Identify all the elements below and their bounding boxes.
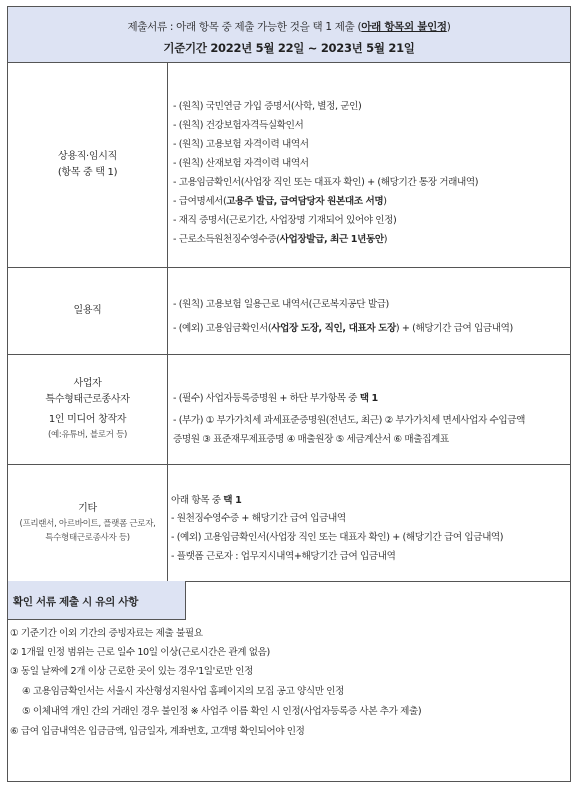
document-frame	[7, 6, 571, 782]
notice-item: ③ 동일 날짜에 2개 이상 근로한 곳이 있는 경우'1일'로만 인정	[10, 666, 254, 677]
category-label: 상용직·임시직	[57, 150, 118, 162]
list-item: - (예외) 고용임금확인서(사업장 직인 또는 대표자 확인) + (해당기간 급여 입금내역)	[171, 532, 504, 543]
list-item: - 원천징수영수증 + 해당기간 급여 입금내역	[171, 513, 346, 524]
notice-title: 확인 서류 제출 시 유의 사항	[8, 581, 186, 620]
category-cell	[8, 267, 168, 354]
category-label: 특수형태근로종사자	[45, 394, 130, 405]
category-label: 일용직	[73, 304, 102, 316]
section-other	[8, 464, 570, 582]
reference-period: 기준기간 2022년 5월 22일 ~ 2023년 5월 21일	[163, 41, 415, 55]
list-item: - (부가) ① 부가가치세 과세표준증명원(전년도, 최근) ② 부가가치세 면세사업자 수입금액	[173, 415, 525, 426]
instruction-emphasis: 아래 항목외 불인정	[361, 21, 447, 33]
list-item: 증명원 ③ 표준재무제표증명 ④ 매출원장 ⑤ 세금계산서 ⑥ 매출집계표	[173, 434, 449, 445]
category-note: (프리랜서, 아르바이트, 플랫폼 근로자,	[19, 518, 156, 529]
list-item: - (예외) 고용임금확인서(사업장 도장, 직인, 대표자 도장) + (해당기간 급여 입금내역)	[173, 323, 513, 334]
document-list	[169, 354, 570, 464]
category-label: 사업자	[73, 378, 102, 389]
list-item: - 플랫폼 근로자 : 업무지시내역+해당기간 급여 입금내역	[171, 551, 396, 562]
section-business-owner	[8, 354, 570, 465]
submission-instruction: 제출서류 : 아래 항목 중 제출 가능한 것을 택 1 제출 (아래 항목외 불인정)	[127, 21, 451, 33]
list-item: - 재직 증명서(근로기간, 사업장명 기재되어 있어야 인정)	[173, 215, 397, 226]
list-item: 아래 항목 중 택 1	[171, 495, 242, 506]
list-item: - (필수) 사업자등록증명원 + 하단 부가항목 중 택 1	[173, 393, 378, 404]
notice-item: ⑥ 급여 입금내역은 입금금액, 입금일자, 계좌번호, 고객명 확인되어야 인정	[10, 726, 305, 737]
notice-item: ② 1개월 인정 범위는 근로 일수 10일 이상(근로시간은 관계 없음)	[10, 647, 270, 658]
document-list	[169, 62, 570, 267]
category-cell	[8, 62, 168, 267]
category-cell	[8, 464, 168, 581]
notice-item: ④ 고용임금확인서는 서울시 자산형성지원사업 홈페이지의 모집 공고 양식만 인정	[22, 686, 345, 697]
header-banner	[8, 7, 570, 63]
category-label: 기타	[78, 502, 97, 514]
document-list	[169, 464, 570, 581]
category-note: 특수형태근로종사자 등)	[45, 532, 130, 543]
notice-item: ① 기준기간 이외 기간의 증빙자료는 제출 불필요	[10, 628, 203, 639]
section-regular-temp	[8, 62, 570, 268]
list-item: - (원칙) 고용보험 자격이력 내역서	[173, 139, 309, 150]
category-note: (항목 중 택 1)	[57, 166, 118, 178]
list-item: - 급여명세서(고용주 발급, 급여담당자 원본대조 서명)	[173, 196, 387, 207]
list-item: - (원칙) 산재보험 자격이력 내역서	[173, 158, 309, 169]
list-item: - 근로소득원천징수영수증(사업장발급, 최근 1년동안)	[173, 234, 388, 245]
list-item: - (원칙) 건강보험자격득실확인서	[173, 120, 304, 131]
notice-item: ⑤ 이체내역 개인 간의 거래인 경우 불인정 ※ 사업주 이름 확인 시 인정(사업자등록증 사본 추가 제출)	[22, 706, 422, 717]
list-item: - 고용임금확인서(사업장 직인 또는 대표자 확인) + (해당기간 통장 거래내역)	[173, 177, 479, 188]
category-label: 1인 미디어 창작자	[48, 414, 127, 425]
document-list	[169, 267, 570, 354]
section-daily-worker	[8, 267, 570, 355]
category-cell	[8, 354, 168, 464]
list-item: - (원칙) 고용보험 일용근로 내역서(근로복지공단 발급)	[173, 299, 389, 310]
category-note: (예:유튜버, 블로거 등)	[47, 430, 128, 440]
list-item: - (원칙) 국민연금 가입 증명서(사학, 별정, 군인)	[173, 101, 362, 112]
